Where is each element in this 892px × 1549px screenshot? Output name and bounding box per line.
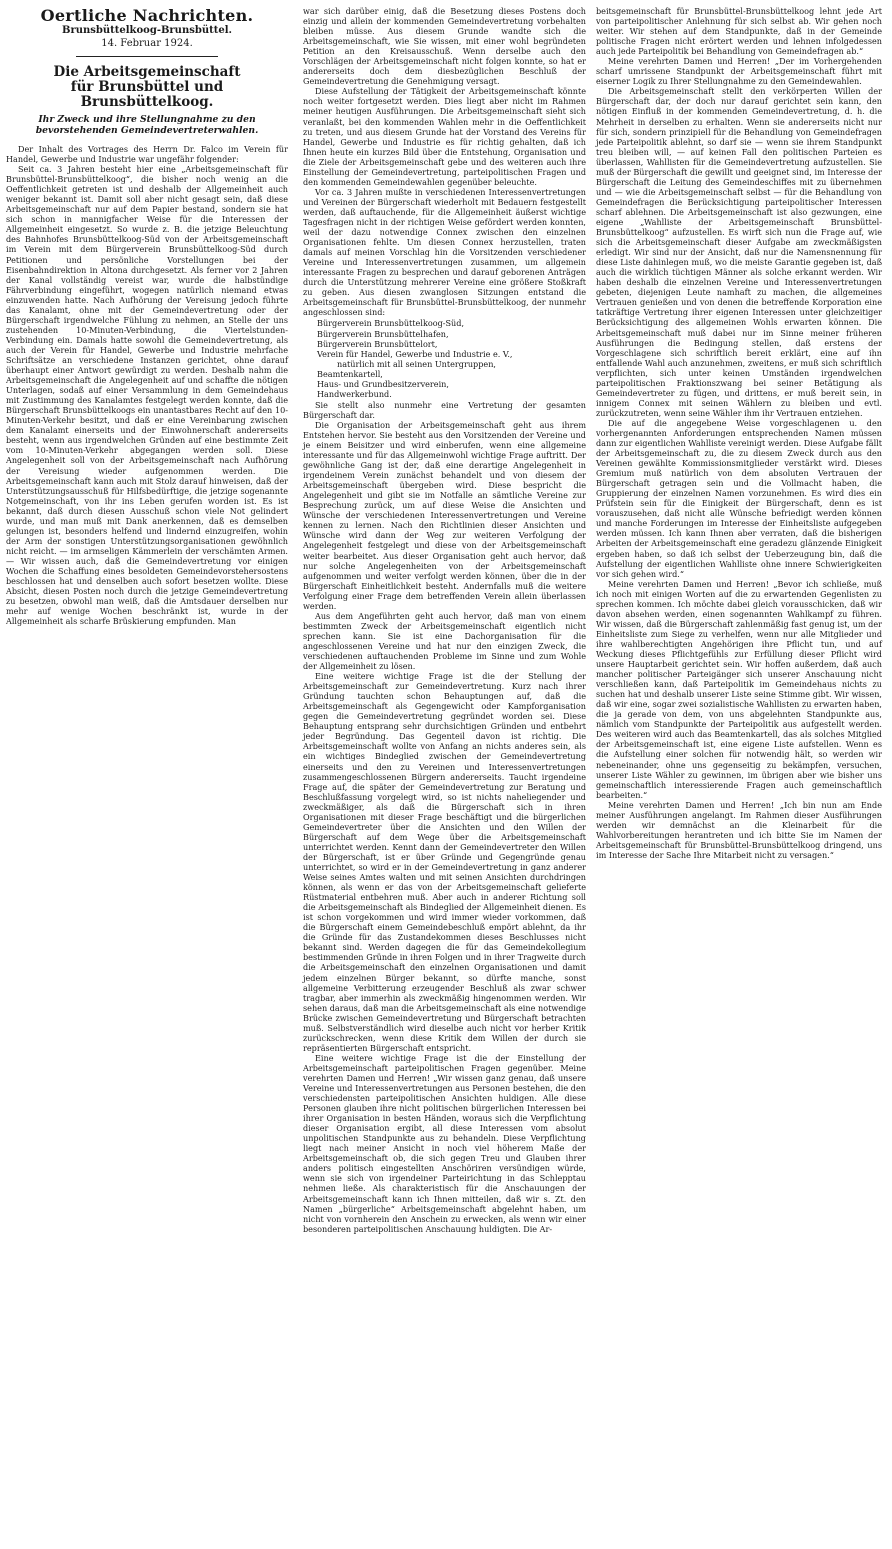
paragraph: Der Inhalt des Vortrages des Herrn Dr. Falco im Verein für Handel, Gewerbe und Industrie war ungefähr folgender:	[6, 144, 288, 165]
section-title: Oertliche Nachrichten.	[40, 6, 254, 25]
headline-line-2: für Brunsbüttel und Brunsbüttelkoog.	[70, 79, 224, 110]
masthead	[6, 6, 288, 50]
paragraph: Die auf die angegebene Weise vorgeschlagenen u. den vorhergenannten Anforderungen entsprechenden Namen müssen dann zur eigentlichen Wahlliste vereinigt werden. Diese Aufgabe fällt der Arbeitsgemeinschaft zu, die zu diesem Zweck durch aus den Vereinen gewählte Kommissionsmitglieder verstärkt wird. Dieses Gremium muß natürlich von dem absoluten Vertrauen der Bürgerschaft getragen sein und die Vollmacht haben, die Gruppierung der einzelnen Namen vorzunehmen. Es wird dies ein Prüfstein sein für die Einigkeit der Bürgerschaft, denn es ist vorauszusehen, daß nicht alle Wünsche befriedigt werden können und manche Forderungen im Interesse der Einheitsliste aufgegeben werden müssen. Ich kann Ihnen aber verraten, daß die bisherigen Arbeiten der Arbeitsgemeinschaft eine geradezu glänzende Einigkeit ergeben haben, so daß ich selbst der Ueberzeugung bin, daß die Aufstellung der eigentlichen Wahlliste ohne innere Schwierigkeiten vor sich gehen wird.“	[596, 417, 882, 579]
column-1	[6, 6, 288, 626]
paragraph: beitsgemeinschaft für Brunsbüttel-Brunsbüttelkoog lehnt jede Art von parteipolitischer Anlehnung für sich selbst ab. Wir gehen noch weiter. Wir stehen auf dem Standpunkte, daß in der Gemeinde politische Fragen nicht erörtert werden und lehnen infolgedessen auch jede Parteipolitik bei Behandlung von Gemeindefragen ab.“	[596, 6, 882, 57]
list-item: Bürgerverein Brunsbüttelkoog-Süd,	[317, 318, 465, 329]
divider	[76, 56, 218, 57]
paragraph: Aus dem Angeführten geht auch hervor, daß man von einem bestimmten Zweck der Arbeitsgemeinschaft eigentlich nicht sprechen kann. Sie ist eine Dachorganisation für die angeschlossenen Vereine und hat nur den einzigen Zweck, die verschiedenen auftauchenden Probleme im Sinne und zum Wohle der Allgemeinheit zu lösen.	[303, 610, 586, 672]
paragraph: war sich darüber einig, daß die Besetzung dieses Postens doch einzig und allein der kommenden Gemeindevertretung vorbehalten bleiben müsse. Aus diesem Grunde wandte sich die Arbeitsgemeinschaft, wie Sie wissen, mit einer wohl begründeten Petition an den Kreisausschuß. Wenn derselbe auch den Vorschlägen der Arbeitsgemeinschaft nicht folgen konnte, so hat er andererseits doch dem diesbezüglichen Beschluß der Gemeindevertretung die Genehmigung versagt.	[303, 6, 586, 87]
paragraph: Diese Aufstellung der Tätigkeit der Arbeitsgemeinschaft könnte noch weiter fortgesetzt werden. Dies liegt aber nicht im Rahmen meiner heutigen Ausführungen. Die Arbeitsgemeinschaft sieht sich veranlaßt, bei den kommenden Wahlen mehr in die Oeffentlichkeit zu treten, und aus diesem Grunde hat der Vorstand des Vereins für Handel, Gewerbe und Industrie es für richtig gehalten, daß ich Ihnen heute ein kurzes Bild über die Entstehung, Organisation und die Ziele der Arbeitsgemeinschaft gebe und des weiteren auch ihre Einstellung der Gemeindevertretung, parteipolitischen Fragen und den kommenden Gemeindewahlen gegenüber beleuchte.	[303, 86, 586, 187]
column-3	[596, 6, 882, 860]
article-headline	[6, 65, 288, 110]
column-2	[303, 6, 586, 1234]
list-item: Handwerkerbund.	[317, 388, 392, 399]
list-item: Beamtenkartell,	[317, 368, 383, 379]
paragraph: Meine verehrten Damen und Herren! „Der im Vorhergehenden scharf umrissene Standpunkt der Arbeitsgemeinschaft führt mit eiserner Logik zu Ihrer Stellungnahme zu den Gemeindewahlen.	[596, 56, 882, 87]
paragraph: Vor ca. 3 Jahren mußte in verschiedenen Interessenvertretungen und Vereinen der Bürgerschaft wiederholt mit Bedauern festgestellt werden, daß auftauchende, für die Allgemeinheit äußerst wichtige Tagesfragen nicht in der richtigen Weise gefördert werden konnten, weil der dazu notwendige Connex zwischen den einzelnen Organisationen fehlte. Um diesen Connex herzustellen, traten damals auf meinen Vorschlag hin die Vorsitzenden verschiedener Vereine und Interessenvertretungen zusammen, um allgemein interessante Fragen zu besprechen und darauf geborenen Anträgen durch die Unterstützung mehrerer Vereine eine größere Stoßkraft zu geben. Aus diesen zwanglosen Sitzungen entstand die Arbeitsgemeinschaft für Brunsbüttel-Brunsbüttelkoog, der nunmehr angeschlossen sind:	[303, 186, 586, 318]
paragraph: Meine verehrten Damen und Herren! „Ich bin nun am Ende meiner Ausführungen angelangt. Im Rahmen dieser Ausführungen werden wir demnächst an die Kleinarbeit für die Wahlvorbereitungen herantreten und ich bitte Sie im Namen der Arbeitsgemeinschaft für Brunsbüttel-Brunsbüttelkoog dringend, uns im Interesse der Sache Ihre Mitarbeit nicht zu versagen.“	[596, 799, 882, 860]
paragraph: Eine weitere wichtige Frage ist die der Stellung der Arbeitsgemeinschaft zur Gemeindevertretung. Kurz nach ihrer Gründung tauchten schon Behauptungen auf, daß die Arbeitsgemeinschaft als Gegengewicht oder Kampforganisation gegen die Gemeindevertretung gegründet worden sei. Diese Behauptung entsprang sehr durchsichtigen Gründen und entbehrt jeder Begründung. Das Gegenteil davon ist richtig. Die Arbeitsgemeinschaft wollte von Anfang an nichts anderes sein, als ein wichtiges Bindeglied zwischen der Gemeindevertretung einerseits und den zu Vereinen und Interessenvertretungen zusammengeschlossenen Bürgern andererseits. Taucht irgendeine Frage auf, die später der Gemeindevertretung zur Beratung und Beschlußfassung vorgelegt wird, so ist nichts naheliegender und zweckmäßiger, als daß die Bürgerschaft sich in ihren Organisationen mit dieser Frage beschäftigt und die bürgerlichen Gemeindevertreter über die Ansichten und den Willen der Bürgerschaft auf dem Wege über die Arbeitsgemeinschaft unterrichtet werden. Kennt dann der Gemeindevertreter den Willen der Bürgerschaft, ist er über Gründe und Gegengründe genau unterrichtet, so wird er in der Gemeindevertretung in ganz anderer Weise seines Amtes walten und mit seinen Ansichten durchdringen können, als wenn er das von der Arbeitsgemeinschaft gelieferte Rüstmaterial entbehren muß. Aber auch in anderer Richtung soll die Arbeitsgemeinschaft als Bindeglied der Allgemeinheit dienen. Es ist schon vorgekommen und wird immer wieder vorkommen, daß die Bürgerschaft einem Gemeindebeschluß empört ablehnt, da ihr die Gründe für das Zustandekommen dieses Beschlusses nicht bekannt sind. Werden dagegen die für das Gemeindekollegium bestimmenden Gründe in ihren Folgen und in ihrer Tragweite durch die Arbeitsgemeinschaft den einzelnen Organisationen und damit jedem einzelnen Bürger bekannt, so dürfte manche, sonst allgemeine Verbitterung erzeugender Beschluß als zwar schwer tragbar, aber immerhin als zweckmäßig hingenommen werden. Wir sehen daraus, daß man die Arbeitsgemeinschaft als eine notwendige Brücke zwischen Gemeindevertretung und Bürgerschaft betrachten muß. Selbstverständlich wird dieselbe auch nicht vor herber Kritik zurückschrecken, wenn diese Kritik dem Willen der durch sie repräsentierten Bürgerschaft entspricht.	[303, 671, 586, 1053]
list-item: Bürgerverein Brunsbüttelort,	[317, 338, 438, 349]
paragraph: Meine verehrten Damen und Herren! „Bevor ich schließe, muß ich noch mit einigen Worten auf die zu erwartenden Gegenlisten zu sprechen kommen. Ich möchte dabei gleich vorausschicken, daß wir davon absehen werden, einen sogenannten Wahlkampf zu führen. Wir wissen, daß die Bürgerschaft zahlenmäßig fast genug ist, um der Einheitsliste zum Siege zu verhelfen, wenn nur alle Mitglieder und ihre wahlberechtigten Angehörigen ihre Pflicht tun, und auf Weckung dieses Pflichtgefühls zur Erfüllung dieser Pflicht wird unsere Hauptarbeit gerichtet sein. Wir hoffen außerdem, daß auch mancher politischer Parteigänger sich unserer Anschauung nicht verschließen kann, daß Parteipolitik im Gemeindehaus nichts zu suchen hat und deshalb unserer Liste seine Stimme gibt. Wir wissen, daß wir eine, sogar zwei sozialistische Wahllisten zu erwarten haben, die ja gerade von dem, von uns abgelehnten Standpunkte aus, nämlich vom Standpunkte der Parteipolitik aus aufgestellt werden. Des weiteren wird auch das Beamtenkartell, das als solches Mitglied der Arbeitsgemeinschaft ist, eine eigene Liste aufstellen. Wenn es die Aufstellung einer solchen für notwendig hält, so werden wir nebeneinander, ohne uns gegenseitig zu bekämpfen, versuchen, unserer Liste Wähler zu gewinnen, im übrigen aber wie bisher uns gemeinschaftlich interessierende Fragen auch gemeinschaftlich bearbeiten.“	[596, 578, 882, 800]
list-item: Verein für Handel, Gewerbe und Industrie e. V.,	[317, 348, 513, 359]
dateline-date: 14. Februar 1924.	[101, 38, 193, 49]
member-list	[303, 318, 586, 398]
article-subhead: Ihr Zweck und ihre Stellungnahme zu den bevorstehenden Gemeindevertreterwahlen.	[35, 114, 259, 136]
paragraph: Die Organisation der Arbeitsgemeinschaft geht aus ihrem Entstehen hervor. Sie besteht aus den Vorsitzenden der Vereine und je einem Beisitzer und wird einberufen, wenn eine allgemeine interessante und für das Allgemeinwohl wichtige Frage auftritt. Der gewöhnliche Gang ist der, daß eine derartige Angelegenheit in irgendeinem Verein zunächst behandelt und von diesem der Arbeitsgemeinschaft übergeben wird. Diese bespricht die Angelegenheit und gibt sie im Notfalle an sämtliche Vereine zur Besprechung zurück, um auf diese Weise die Ansichten und Wünsche der verschiedenen Interessenvertretungen und Vereine kennen zu lernen. Nach den Richtlinien dieser Ansichten und Wünsche wird dann der Weg zur weiteren Verfolgung der Angelegenheit festgelegt und diese von der Arbeitsgemeinschaft weiter bearbeitet. Aus dieser Organisation geht auch hervor, daß nur solche Angelegenheiten von der Arbeitsgemeinschaft aufgenommen und weiter verfolgt werden können, über die in der Bürgerschaft Einheitlichkeit besteht. Andernfalls muß die weitere Verfolgung einer Frage dem betreffenden Verein allein überlassen werden.	[303, 419, 586, 611]
dateline-place: Brunsbüttelkoog-Brunsbüttel.	[62, 25, 232, 36]
list-item: Haus- und Grundbesitzerverein,	[317, 378, 449, 389]
paragraph: Eine weitere wichtige Frage ist die der Einstellung der Arbeitsgemeinschaft parteipolitischen Fragen gegenüber. Meine verehrten Damen und Herren! „Wir wissen ganz genau, daß unsere Vereine und Interessenvertretungen aus Personen bestehen, die den verschiedensten parteipolitischen Ansichten huldigen. Alle diese Personen glauben ihre nicht politischen bürgerlichen Interessen bei ihrer Organisation in besten Händen, woraus sich die Verpflichtung dieser Organisation ergibt, all diese Interessen vom absolut unpolitischen Standpunkte aus zu behandeln. Diese Verpflichtung liegt nach meiner Ansicht in noch viel höherem Maße der Arbeitsgemeinschaft ob, die sich gegen Treu und Glauben ihrer anders politisch eingestellten Anschöriren versündigen würde, wenn sie sich von irgendeiner Parteirichtung in das Schlepptau nehmen ließe. Als charakteristisch für die Anschauungen der Arbeitsgemeinschaft kann ich Ihnen mitteilen, daß wir s. Zt. den Namen „bürgerliche“ Arbeitsgemeinschaft abgelehnt haben, um nicht von vornherein den Anschein zu erwecken, als wenn wir einer besonderen parteipolitischen Anschauung huldigten. Die Ar-	[303, 1052, 586, 1234]
list-item: natürlich mit all seinen Untergruppen,	[337, 358, 496, 369]
headline-line-1: Die Arbeitsgemeinschaft	[53, 64, 241, 80]
list-item: Bürgerverein Brunsbüttelhafen,	[317, 328, 449, 339]
paragraph: Sie stellt also nunmehr eine Vertretung der gesamten Bürgerschaft dar.	[303, 399, 586, 420]
paragraph: Seit ca. 3 Jahren besteht hier eine „Arbeitsgemeinschaft für Brunsbüttel-Brunsbüttelkoog“, die bisher noch wenig an die Oeffentlichkeit getreten ist und deshalb der Allgemeinheit auch weniger bekannt ist. Damit soll aber nicht gesagt sein, daß diese Arbeitsgemeinschaft nur auf dem Papier bestand, sondern sie hat sich schon in mannigfacher Weise für die Interessen der Allgemeinheit eingesetzt. So wurde z. B. die jetzige Beleuchtung des Bahnhofes Brunsbüttelkoog-Süd von der Arbeitsgemeinschaft im Verein mit dem Bürgerverein Brunsbüttelkoog-Süd durch Petitionen und persönliche Vorstellungen bei der Eisenbahndirektion in Altona durchgesetzt. Als ferner vor 2 Jahren der Kanal vollständig vereist war, wurde die halbstündige Fährverbindung eingeführt, wogegen natürlich niemand etwas einzuwenden hatte. Nach Aufhörung der Vereisung jedoch führte das Kanalamt, ohne mit der Gemeindevertretung oder der Bürgerschaft irgendwelche Fühlung zu nehmen, an Stelle der uns zustehenden 10-Minuten-Verbindung, die Viertelstunden-Verbindung ein. Damals hatte sowohl die Gemeindevertretung, als auch der Verein für Handel, Gewerbe und Industrie mehrfache Schriftsätze an verschiedene Instanzen gerichtet, ohne darauf überhaupt einer Antwort gewürdigt zu werden. Deshalb nahm die Arbeitsgemeinschaft die Angelegenheit auf und schaffte die nötigen Unterlagen, sodaß auf einer Versammlung in dem Gemeindehaus mit Zustimmung des Kanalamtes festgelegt werden konnte, daß die Bürgerschaft Brunsbüttelkoogs ein unantastbares Recht auf den 10-Minuten-Verkehr besitzt, und daß er eine Vereinbarung zwischen dem Kanalamt einerseits und der Einwohnerschaft andererseits besteht, wenn aus irgendwelchen Gründen auf eine bestimmte Zeit vom 10-Minuten-Verkehr abgegangen werden soll. Diese Angelegenheit soll von der Arbeitsgemeinschaft nach Aufhörung der Vereisung wieder aufgenommen werden. Die Arbeitsgemeinschaft kann auch mit Stolz darauf hinweisen, daß der Unterstützungsausschuß für Hilfsbedürftige, die jetzige sogenannte Notgemeinschaft, von ihr ins Leben gerufen worden ist. Es ist bekannt, daß durch diesen Ausschuß schon viele Not gelindert wurde, und man muß mit Dank anerkennen, daß es demselben gelungen ist, besonders helfend und lindernd einzugreifen, wohin der Arm der sonstigen Unterstützungsorganisationen gewöhnlich nicht reicht. — im armseligen Kämmerlein der verschämten Armen. — Wir wissen auch, daß die Gemeindevertretung vor einigen Wochen die Schaffung eines besoldeten Gemeindevorstehersostens beschlossen hat und denselben auch sofort besetzen wollte. Diese Absicht, diesen Posten noch durch die jetzige Gemeindevertretung zu besetzen, obwohl man weiß, daß die Amtsdauer derselben nur mehr auf wenige Wochen beschränkt ist, wurde in der Allgemeinheit als scharfe Brüskierung empfunden. Man	[6, 164, 288, 627]
paragraph: Die Arbeitsgemeinschaft stellt den verkörperten Willen der Bürgerschaft dar, der doch nur darauf gerichtet sein kann, den nötigen Einfluß in der kommenden Gemeindevertretung, d. h. die Mehrheit in derselben zu erhalten. Wenn sie andererseits nicht nur für sich, sondern prinzipiell für die Behandlung von Gemeindefragen jede Parteipolitik ablehnt, so darf sie — wenn sie ihrem Standpunkt treu bleiben will, — auf keinen Fall den politischen Parteien es überlassen, Wahllisten für die Gemeindevertretung aufzustellen. Sie muß der Bürgerschaft die gewillt und geeignet sind, im Interesse der Bürgerschaft die Leitung des Gemeindeschiffes mit zu übernehmen und — wie die Arbeitsgemeinschaft selbst — für die Behandlung von Gemeindefragen die Berücksichtigung parteipolitischer Interessen scharf ablehnen. Die Arbeitsgemeinschaft ist also gezwungen, eine eigene „Wahlliste der Arbeitsgemeinschaft Brunsbüttel-Brunsbüttelkoog“ aufzustellen. Es wirft sich nun die Frage auf, wie sich die Arbeitsgemeinschaft dieser Aufgabe am zweckmäßigsten erledigt. Wir sind nur der Ansicht, daß nur die Namensnennung für diese Liste dahinlegen muß, wo die meiste Garantie gegeben ist, daß auch die wirklich tüchtigen Männer als solche erkannt werden. Wir haben deshalb die einzelnen Vereine und Interessenvertretungen gebeten, diejenigen Leute namhaft zu machen, die allgemeines Vertrauen genießen und von denen die betreffende Korporation eine tatkräftige Vertretung ihrer eigenen Interessen unter gleichzeitiger Berücksichtigung des allgemeinen Wohls erwarten können. Die Arbeitsgemeinschaft muß dabei nur im Sinne meiner früheren Ausführungen die Bedingung stellen, daß erstens der Vorgeschlagene sich schriftlich bereit erklärt, eine auf ihn entfallende Wahl auch anzunehmen, zweitens, er muß sich schriftlich verpflichten, sich unter keinen Umständen irgendwelchen parteipolitischen Fraktionszwang bei seiner Betätigung als Gemeindevertreter zu fügen, und drittens, er muß bereit sein, in innigem Connex mit seinen Wählern zu bleiben und evtl. zurückzutreten, wenn seine Wähler ihm ihr Vertrauen entziehen.	[596, 86, 882, 418]
